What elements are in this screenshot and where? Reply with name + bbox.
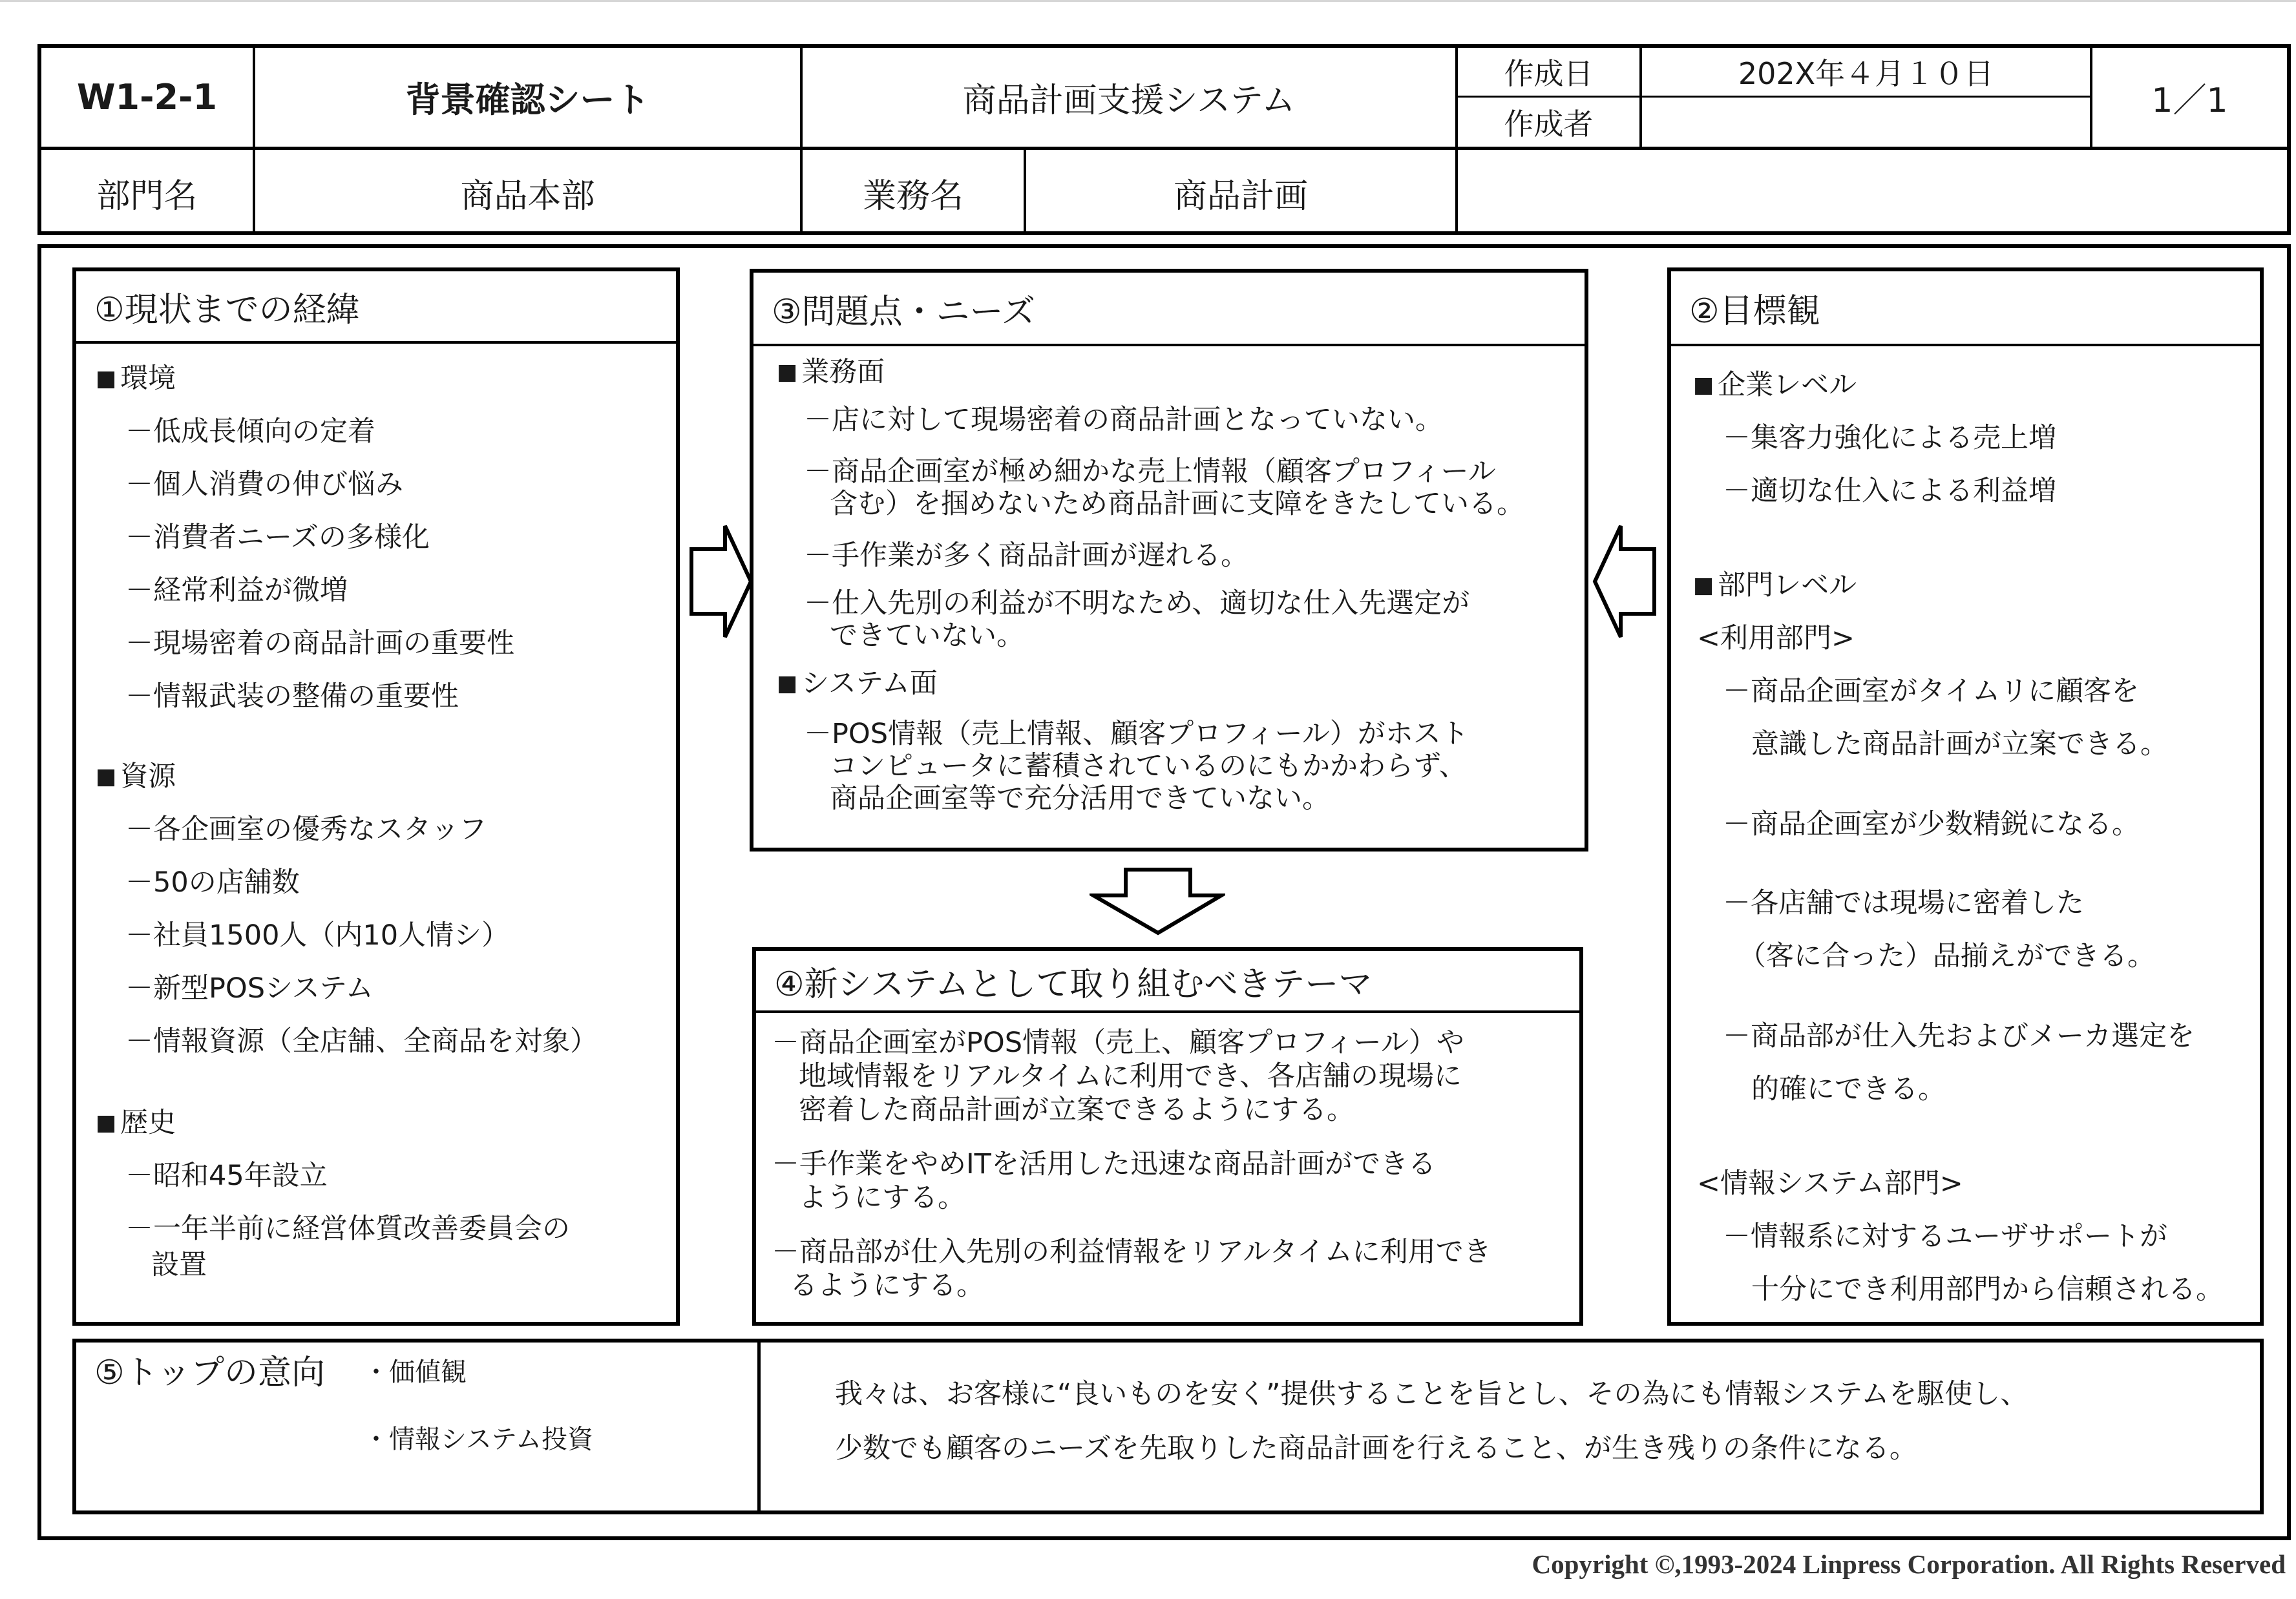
task-label: 業務名 xyxy=(862,176,964,216)
is-dept-label: <情報システム部門> xyxy=(1697,1167,1963,1200)
list-item: －情報系に対するユーザサポートが xyxy=(1723,1220,2167,1253)
list-item-cont: 地域情報をリアルタイムに利用でき、各店舗の現場に xyxy=(799,1060,1462,1092)
list-item-cont: 的確にできる。 xyxy=(1751,1073,1946,1105)
box-themes-content xyxy=(752,947,1583,1326)
doc-id: W1-2-1 xyxy=(76,77,218,118)
list-item-cont: （客に合った）品揃えができる。 xyxy=(1738,940,2155,972)
list-item: －昭和45年設立 xyxy=(125,1160,328,1192)
system-name: 商品計画支援システム xyxy=(962,81,1296,120)
created-date-label: 作成日 xyxy=(1504,56,1594,91)
biz-heading: ■ 業務面 xyxy=(777,356,885,388)
list-item: －情報武装の整備の重要性 xyxy=(125,680,459,713)
env-heading: ■ 環境 xyxy=(96,362,176,395)
arrow-left-icon xyxy=(1591,522,1658,641)
task-value: 商品計画 xyxy=(1173,176,1308,216)
list-item: －手作業が多く商品計画が遅れる。 xyxy=(804,539,1248,572)
list-item: －個人消費の伸び悩み xyxy=(125,468,403,501)
header-table xyxy=(37,44,2291,235)
list-item: －店に対して現場密着の商品計画となっていない。 xyxy=(804,404,1443,436)
arrow-down-icon xyxy=(1090,866,1225,937)
arrow-right-icon xyxy=(688,522,755,641)
author-label: 作成者 xyxy=(1504,107,1594,141)
value-label: ・価値観 xyxy=(363,1357,467,1387)
history-heading: ■ 歴史 xyxy=(96,1107,176,1139)
list-item-cont: 含む）を掴めないため商品計画に支障をきたしている。 xyxy=(830,488,1524,520)
list-item-cont: ようにする。 xyxy=(799,1182,965,1214)
user-dept-label: <利用部門> xyxy=(1697,622,1855,654)
list-item: －低成長傾向の定着 xyxy=(125,415,375,448)
copyright: Copyright ©,1993-2024 Linpress Corporation. All Rights Reserved xyxy=(1532,1549,2286,1579)
list-item-cont: るようにする。 xyxy=(790,1270,984,1302)
top-rule xyxy=(0,0,2296,2)
list-item-cont: 商品企画室等で充分活用できていない。 xyxy=(830,782,1330,815)
list-item: －仕入先別の利益が不明なため、適切な仕入先選定が xyxy=(804,587,1470,620)
list-item: －一年半前に経営体質改善委員会の xyxy=(125,1213,570,1245)
list-item: －適切な仕入による利益増 xyxy=(1723,475,2056,507)
list-item: －商品企画室が極め細かな売上情報（顧客プロフィール xyxy=(804,455,1496,488)
is-investment-label: ・情報システム投資 xyxy=(363,1425,593,1454)
dept-value: 商品本部 xyxy=(460,176,595,216)
list-item-cont: 十分にでき利用部門から信頼される。 xyxy=(1751,1273,2224,1306)
list-item-cont: コンピュータに蓄積されているのにもかかわらず、 xyxy=(830,750,1467,782)
author xyxy=(1642,98,2090,147)
list-item: －消費者ニーズの多様化 xyxy=(125,521,430,554)
list-item: －商品部が仕入先およびメーカ選定を xyxy=(1723,1020,2195,1052)
page-number: 1／1 xyxy=(2151,81,2228,120)
list-item: －商品企画室がタイムリに顧客を xyxy=(1723,675,2140,707)
box-problems-content xyxy=(750,269,1588,852)
box-themes-title: ④新システムとして取り組むべきテーマ xyxy=(756,951,1579,1013)
list-item-cont: 意識した商品計画が立案できる。 xyxy=(1751,728,2168,760)
intent-text-2: 少数でも顧客のニーズを先取りした商品計画を行えること、が生き残りの条件になる。 xyxy=(835,1432,1917,1465)
box-history-content xyxy=(72,267,680,1326)
list-item: －社員1500人（内10人情シ） xyxy=(125,919,510,952)
intent-text-1: 我々は、お客様に“良いものを安く”提供することを旨とし、その為にも情報システムを駆使し、 xyxy=(835,1378,2028,1410)
resource-heading: ■ 資源 xyxy=(96,760,176,793)
box-goals-title: ②目標観 xyxy=(1671,271,2260,346)
list-item: －経常利益が微増 xyxy=(125,574,348,607)
list-item: －各企画室の優秀なスタッフ xyxy=(125,813,487,846)
list-item-cont: 設置 xyxy=(151,1249,207,1281)
list-item: －商品部が仕入先別の利益情報をリアルタイムに利用でき xyxy=(772,1236,1491,1268)
list-item: －商品企画室がPOS情報（売上、顧客プロフィール）や xyxy=(772,1027,1464,1059)
list-item: －現場密着の商品計画の重要性 xyxy=(125,627,514,660)
sys-heading: ■ システム面 xyxy=(777,667,938,700)
list-item: －各店舗では現場に密着した xyxy=(1723,887,2084,919)
dept-label: 部門名 xyxy=(96,176,198,216)
list-item: －商品企画室が少数精鋭になる。 xyxy=(1723,808,2140,841)
box-goals-content xyxy=(1667,267,2264,1326)
box-history-title: ①現状までの経緯 xyxy=(76,271,676,344)
created-date: 202X年４月１０日 xyxy=(1738,56,1994,91)
list-item-cont: 密着した商品計画が立案できるようにする。 xyxy=(799,1094,1354,1126)
list-item: －新型POSシステム xyxy=(125,972,374,1005)
list-item: －POS情報（売上情報、顧客プロフィール）がホスト xyxy=(804,718,1469,750)
dept-heading: ■ 部門レベル xyxy=(1693,569,1857,601)
list-item: －情報資源（全店舗、全商品を対象） xyxy=(125,1025,598,1058)
sheet-title: 背景確認シート xyxy=(405,79,650,120)
list-item-cont: できていない。 xyxy=(830,620,1024,652)
corp-heading: ■ 企業レベル xyxy=(1693,369,1857,401)
list-item: －手作業をやめITを活用した迅速な商品計画ができる xyxy=(772,1148,1436,1180)
box-top-intent-content xyxy=(72,1339,2264,1514)
box-problems-title: ③問題点・ニーズ xyxy=(753,273,1585,346)
list-item: －50の店舗数 xyxy=(125,866,300,899)
list-item: －集客力強化による売上増 xyxy=(1723,422,2056,454)
box-top-intent-title: ⑤トップの意向 xyxy=(94,1353,326,1392)
